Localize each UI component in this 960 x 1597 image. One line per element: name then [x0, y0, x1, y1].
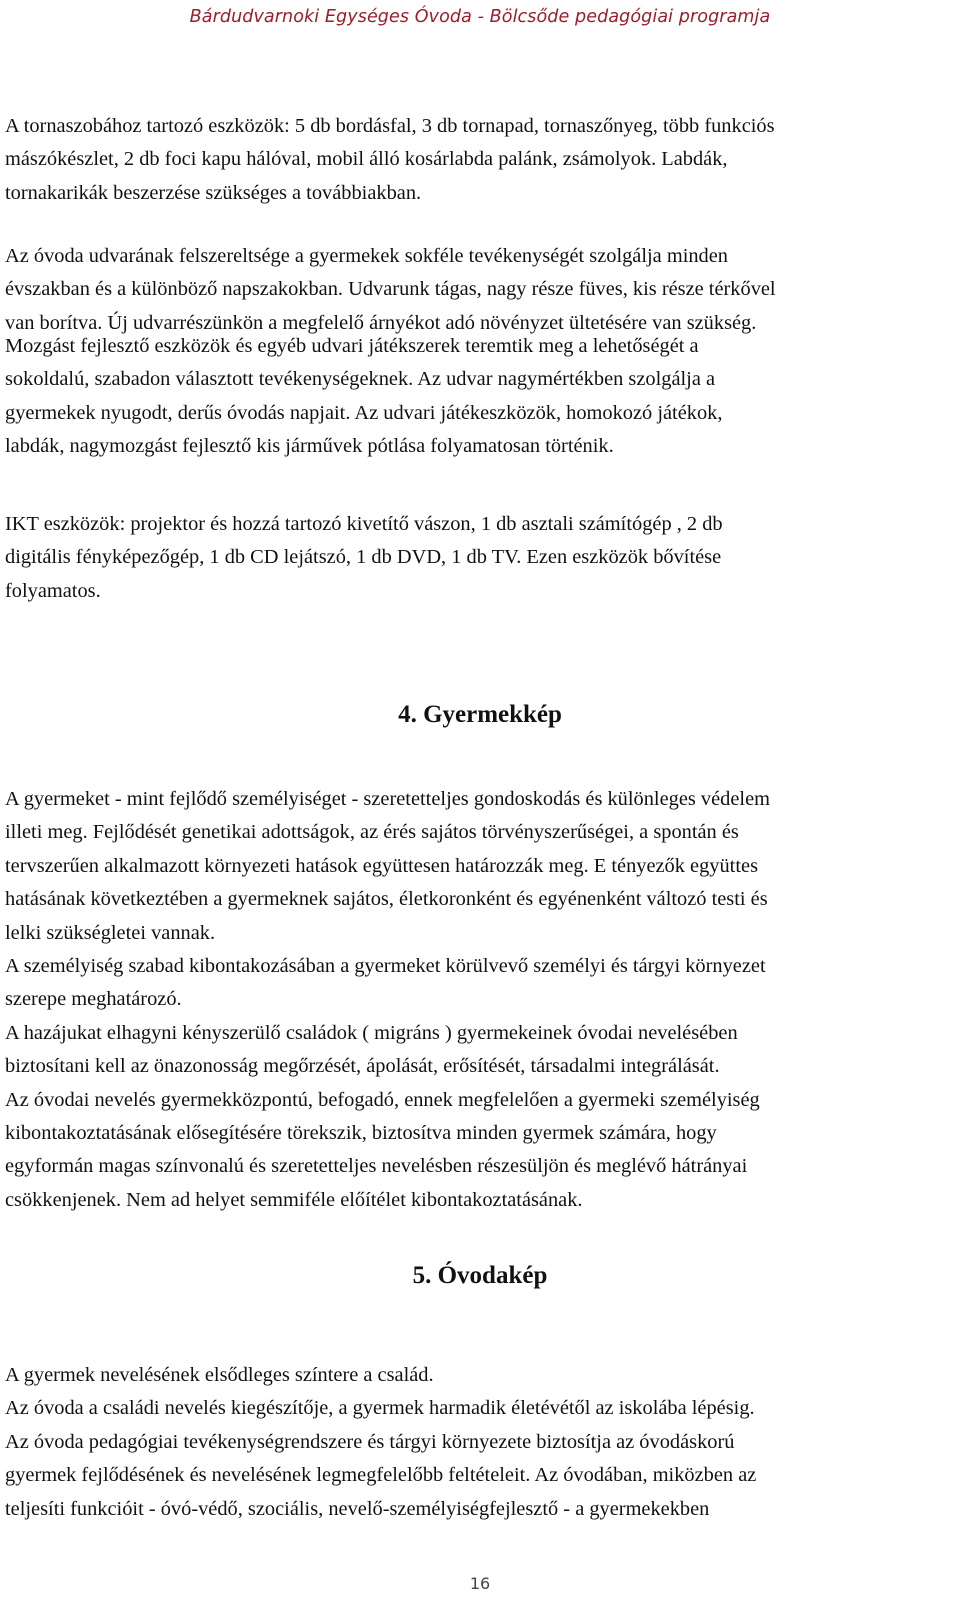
text-line: gyermek fejlődésének és nevelésének legmegfelelőbb feltételeit. Az óvodában, miközben az: [5, 1464, 757, 1487]
text-line: sokoldalú, szabadon választott tevékenységeknek. Az udvar nagymértékben szolgálja a: [5, 368, 716, 391]
text-line: A személyiség szabad kibontakozásában a gyermeket körülvevő személyi és tárgyi környezet: [5, 955, 766, 978]
text-line: tervszerűen alkalmazott környezeti hatások együttesen határozzák meg. E tényezők együttes: [5, 854, 758, 877]
ikt-paragraph: [0, 508, 960, 608]
text-line: A gyermeket - mint fejlődő személyiséget - szeretetteljes gondoskodás és különleges védelem: [5, 788, 770, 810]
text-line: A hazájukat elhagyni kényszerülő családok ( migráns ) gyermekeinek óvodai nevelésében: [5, 1021, 738, 1044]
text-line: digitális fényképezőgép, 1 db CD lejátszó, 1 db DVD, 1 db TV. Ezen eszközök bővítése: [5, 546, 722, 569]
text-line: hatásának következtében a gyermeknek sajátos, életkoronként és egyénenként változó testi és: [5, 888, 768, 911]
yard-paragraph: [0, 240, 960, 340]
text-line: Az óvoda pedagógiai tevékenységrendszere és tárgyi környezete biztosítja az óvodáskorú: [5, 1430, 735, 1453]
text-line: illeti meg. Fejlődését genetikai adottságok, az érés sajátos törvényszerűségei, a spontán és: [5, 821, 739, 844]
equipment-paragraph-1: [0, 110, 960, 210]
ovodakep-text: [0, 1359, 960, 1526]
text-line: tornakarikák beszerzése szükséges a továbbiakban.: [5, 181, 422, 204]
text-line: van borítva. Új udvarrészünkön a megfelelő árnyékot adó növényzet ültetésére van szükség.: [5, 311, 757, 334]
text-line: kibontakoztatásának elősegítésére törekszik, biztosítva minden gyermek számára, hogy: [5, 1122, 717, 1145]
text-line: Az óvodai nevelés gyermekközpontú, befogadó, ennek megfelelően a gyermeki személyiség: [5, 1088, 760, 1111]
text-line: teljesíti funkcióit - óvó-védő, szociális, nevelő-személyiségfejlesztő - a gyermekekben: [5, 1497, 710, 1520]
text-line: csökkenjenek. Nem ad helyet semmiféle előítélet kibontakoztatásának.: [5, 1188, 583, 1211]
text-line: mászókészlet, 2 db foci kapu hálóval, mobil álló kosárlabda palánk, zsámolyok. Labdák,: [5, 148, 728, 171]
movement-tools-paragraph: [0, 330, 960, 464]
text-line: egyformán magas színvonalú és szeretetteljes nevelésben részesüljön és meglévő hátrányai: [5, 1155, 748, 1178]
text-line: Mozgást fejlesztő eszközök és egyéb udvari játékszerek teremtik meg a lehetőségét a: [5, 335, 699, 357]
text-line: folyamatos.: [5, 579, 101, 602]
text-line: Az óvoda udvarának felszereltsége a gyermekek sokféle tevékenységét szolgálja minden: [5, 245, 728, 267]
text-line: labdák, nagymozgást fejlesztő kis járművek pótlása folyamatosan történik.: [5, 435, 614, 458]
text-line: A tornaszobához tartozó eszközök: 5 db bordásfal, 3 db tornapad, tornaszőnyeg, több funkciós: [5, 115, 775, 137]
text-line: A gyermek nevelésének elsődleges színtere a család.: [5, 1364, 434, 1386]
text-line: biztosítani kell az önazonosság megőrzését, ápolását, erősítését, társadalmi integrálását.: [5, 1055, 720, 1078]
text-line: gyermekek nyugodt, derűs óvodás napjait. Az udvari játékeszközök, homokozó játékok,: [5, 401, 723, 424]
text-line: IKT eszközök: projektor és hozzá tartozó kivetítő vászon, 1 db asztali számítógép , 2 db: [5, 513, 723, 535]
text-line: szerepe meghatározó.: [5, 988, 182, 1011]
page-number: 16: [469, 1574, 491, 1593]
text-line: Az óvoda a családi nevelés kiegészítője, a gyermek harmadik életévétől az iskolába lépésig.: [5, 1397, 755, 1420]
text-line: évszakban és a különböző napszakokban. Udvarunk tágas, nagy része füves, kis része térkővel: [5, 278, 776, 301]
section-heading-ovodakep: 5. Óvodakép: [412, 1262, 548, 1289]
gyermekkep-text: [0, 783, 960, 1217]
text-line: lelki szükségletei vannak.: [5, 921, 216, 944]
section-heading-gyermekkep: 4. Gyermekkép: [398, 701, 562, 728]
running-header: Bárdudvarnoki Egységes Óvoda - Bölcsőde pedagógiai programja: [189, 7, 771, 27]
